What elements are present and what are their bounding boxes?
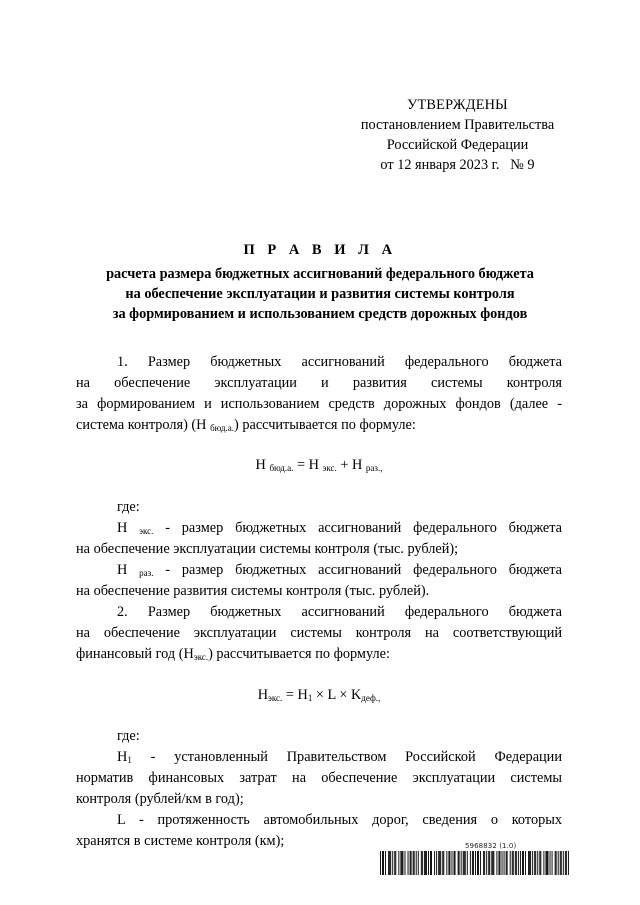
subscript: раз.	[139, 568, 154, 578]
subscript: экс.	[193, 652, 209, 662]
formula-term: = Н	[282, 687, 308, 703]
text-line: хранятся в системе контроля (км);	[76, 833, 285, 849]
definition-h-raz	[76, 560, 562, 602]
text-line: на обеспечение эксплуатации системы контроля на соответствующий	[76, 625, 562, 641]
formula-1	[76, 455, 562, 476]
subscript: экс.	[322, 463, 337, 473]
subscript: 1	[127, 755, 132, 765]
formula-term: = Н	[293, 457, 323, 473]
text-fragment: система контроля) (Н	[76, 417, 211, 433]
text-line	[76, 644, 562, 665]
paragraph-1	[76, 352, 562, 436]
formula-term: × L × K	[312, 687, 362, 703]
formula-term: Н	[255, 457, 270, 473]
text-fragment: ) рассчитывается по формуле:	[233, 417, 416, 433]
barcode-icon	[380, 851, 570, 875]
document-body	[76, 352, 562, 852]
text-fragment: ) рассчитывается по формуле:	[208, 646, 390, 662]
subtitle-line: за формированием и использованием средств дорожных фондов	[112, 306, 528, 322]
text-fragment: - размер бюджетных ассигнований федерального бюджета	[153, 520, 562, 536]
barcode-number: 5968832 (1.0)	[465, 842, 517, 850]
text-line: L - протяженность автомобильных дорог, сведения о которых	[117, 812, 562, 828]
text-fragment: - установленный Правительством Российской Федерации	[131, 749, 562, 765]
subtitle-line: расчета размера бюджетных ассигнований федерального бюджета	[106, 266, 534, 282]
subscript: экс.	[268, 693, 283, 703]
approval-line: Российской Федерации	[386, 137, 529, 153]
approval-title: УТВЕРЖДЕНЫ	[407, 97, 508, 113]
where-label: где:	[117, 728, 140, 744]
text-line	[76, 560, 562, 581]
where-label: где:	[117, 499, 140, 515]
paragraph-2	[76, 602, 562, 665]
subtitle-line: на обеспечение эксплуатации и развития системы контроля	[125, 286, 515, 302]
text-line: контроля (рублей/км в год);	[76, 791, 244, 807]
subscript: экс.	[139, 526, 154, 536]
text-line	[76, 518, 562, 539]
text-fragment: - размер бюджетных ассигнований федерального бюджета	[153, 562, 562, 578]
text-line	[76, 747, 562, 768]
formula-term: + Н	[336, 457, 366, 473]
text-line: на обеспечение эксплуатации системы контроля (тыс. рублей);	[76, 541, 459, 557]
subscript: бюд.а.	[269, 463, 294, 473]
formula-2	[76, 685, 562, 706]
subscript: раз.,	[365, 463, 383, 473]
text-line	[76, 415, 562, 436]
symbol: Н	[117, 520, 140, 536]
subscript: 1	[307, 693, 313, 703]
text-line: на обеспечение эксплуатации и развития системы контроля	[76, 375, 562, 391]
text-fragment: финансовый год (Н	[76, 646, 194, 662]
text-line: 2. Размер бюджетных ассигнований федерального бюджета	[117, 604, 562, 620]
text-line: норматив финансовых затрат на обеспечение эксплуатации системы	[76, 770, 562, 786]
approval-block	[340, 95, 575, 175]
formula-term: Н	[257, 687, 269, 703]
definition-h-eks	[76, 518, 562, 560]
text-line: 1. Размер бюджетных ассигнований федерального бюджета	[117, 354, 562, 370]
document-subtitle	[60, 264, 580, 324]
definition-h1	[76, 747, 562, 810]
text-line: за формированием и использованием средств дорожных фондов (далее -	[76, 396, 562, 412]
symbol: Н	[117, 562, 140, 578]
subscript: бюд.а.	[210, 423, 234, 433]
document-title: П Р А В И Л А	[243, 242, 397, 258]
approval-line: постановлением Правительства	[360, 117, 555, 133]
text-line: на обеспечение развития системы контроля (тыс. рублей).	[76, 583, 430, 599]
subscript: деф.,	[361, 693, 381, 703]
symbol: Н	[117, 749, 128, 765]
approval-date: от 12 января 2023 г. № 9	[380, 157, 535, 173]
